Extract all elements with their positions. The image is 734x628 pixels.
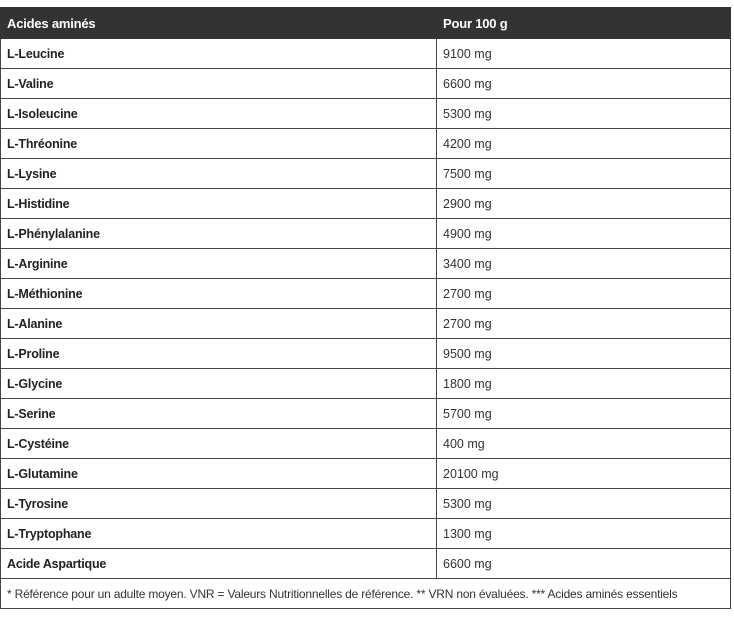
header-amino-acids: Acides aminés: [1, 8, 437, 39]
amino-acid-amount: 6600 mg: [437, 549, 731, 579]
table-row: [1, 99, 731, 129]
amino-acid-amount: 3400 mg: [437, 249, 731, 279]
amino-acid-name: L-Cystéine: [1, 429, 437, 459]
amino-acid-amount: 2900 mg: [437, 189, 731, 219]
amino-acid-name: L-Proline: [1, 339, 437, 369]
table-row: [1, 429, 731, 459]
amino-acid-name: L-Tryptophane: [1, 519, 437, 549]
table-header: [1, 8, 731, 39]
header-per-100g: Pour 100 g: [437, 8, 731, 39]
footnote: * Référence pour un adulte moyen. VNR = Valeurs Nutritionnelles de référence. ** VRN non évaluées. *** Acides aminés essentiels: [1, 579, 731, 609]
amino-acid-amount: 2700 mg: [437, 279, 731, 309]
table-body: [1, 39, 731, 579]
amino-acid-name: L-Histidine: [1, 189, 437, 219]
table-row: [1, 519, 731, 549]
table-row: [1, 549, 731, 579]
amino-acid-amount: 20100 mg: [437, 459, 731, 489]
amino-acid-amount: 1800 mg: [437, 369, 731, 399]
footnote-row: [1, 579, 731, 609]
amino-acid-name: L-Leucine: [1, 39, 437, 69]
amino-acid-amount: 4200 mg: [437, 129, 731, 159]
amino-acid-amount: 7500 mg: [437, 159, 731, 189]
amino-acid-table: [0, 7, 731, 609]
amino-acid-amount: 9100 mg: [437, 39, 731, 69]
amino-acid-table-container: [0, 7, 730, 609]
header-row: [1, 8, 731, 39]
table-row: [1, 339, 731, 369]
table-footer: [1, 579, 731, 609]
table-row: [1, 459, 731, 489]
table-row: [1, 279, 731, 309]
table-row: [1, 159, 731, 189]
table-row: [1, 69, 731, 99]
table-row: [1, 309, 731, 339]
amino-acid-name: L-Valine: [1, 69, 437, 99]
amino-acid-name: L-Isoleucine: [1, 99, 437, 129]
amino-acid-amount: 1300 mg: [437, 519, 731, 549]
amino-acid-amount: 400 mg: [437, 429, 731, 459]
amino-acid-amount: 2700 mg: [437, 309, 731, 339]
amino-acid-name: L-Thréonine: [1, 129, 437, 159]
amino-acid-amount: 6600 mg: [437, 69, 731, 99]
table-row: [1, 369, 731, 399]
table-row: [1, 39, 731, 69]
amino-acid-amount: 4900 mg: [437, 219, 731, 249]
amino-acid-name: L-Glutamine: [1, 459, 437, 489]
amino-acid-amount: 9500 mg: [437, 339, 731, 369]
amino-acid-name: L-Méthionine: [1, 279, 437, 309]
table-row: [1, 129, 731, 159]
amino-acid-name: Acide Aspartique: [1, 549, 437, 579]
table-row: [1, 219, 731, 249]
amino-acid-name: L-Arginine: [1, 249, 437, 279]
table-row: [1, 489, 731, 519]
amino-acid-amount: 5300 mg: [437, 489, 731, 519]
amino-acid-amount: 5300 mg: [437, 99, 731, 129]
amino-acid-name: L-Tyrosine: [1, 489, 437, 519]
amino-acid-amount: 5700 mg: [437, 399, 731, 429]
table-row: [1, 189, 731, 219]
amino-acid-name: L-Lysine: [1, 159, 437, 189]
table-row: [1, 249, 731, 279]
amino-acid-name: L-Glycine: [1, 369, 437, 399]
amino-acid-name: L-Phénylalanine: [1, 219, 437, 249]
table-row: [1, 399, 731, 429]
amino-acid-name: L-Serine: [1, 399, 437, 429]
amino-acid-name: L-Alanine: [1, 309, 437, 339]
